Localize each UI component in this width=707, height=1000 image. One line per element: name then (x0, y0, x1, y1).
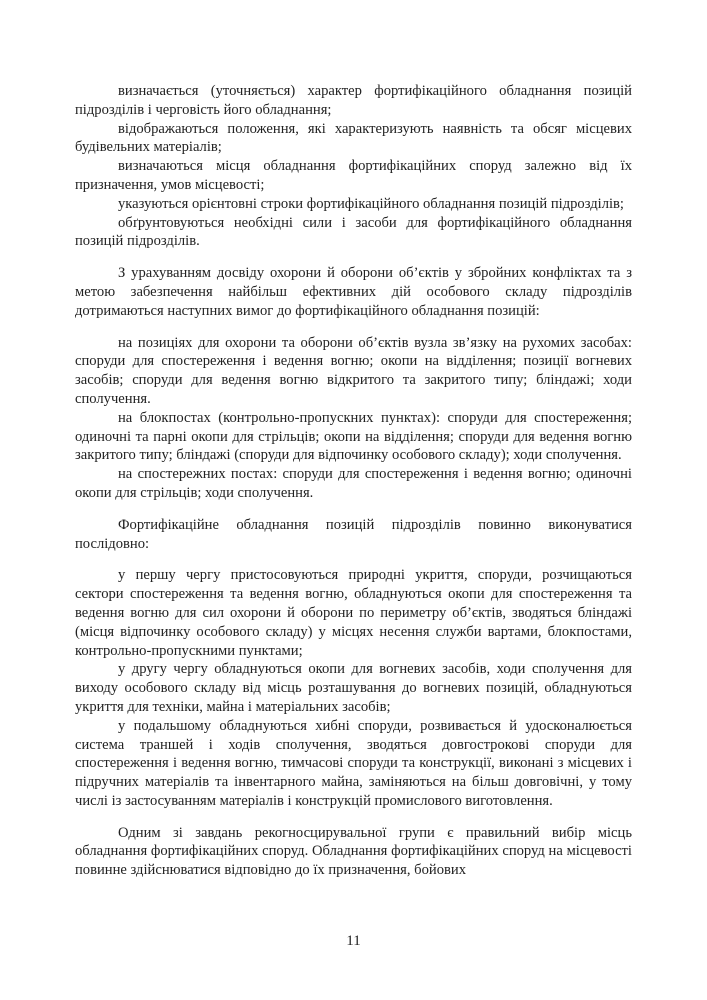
list-item: обґрунтовуються необхідні сили і засоби для фортифікаційного обладнання позицій підрозділів. (75, 214, 632, 250)
list-item: у першу чергу пристосовуються природні укриття, споруди, розчищаються сектори спостереження та ведення вогню, обладнуються окопи для спостереження та ведення вогню для сил охорони й оборони по периметру об’єктів, зводяться бліндажі (місця відпочинку особового складу) у місцях несення служби вартами, блокпостами, контрольно-пропускними пунктами; (75, 567, 632, 659)
list-item: на позиціях для охорони та оборони об’єктів вузла зв’язку на рухомих засобах: споруди для спостереження і ведення вогню; окопи на відділення; позиції вогневих засобів; споруди для ведення вогню відкритого та закритого типу; бліндажі; ходи сполучення. (75, 334, 632, 407)
paragraph: Фортифікаційне обладнання позицій підрозділів повинно виконуватися послідовно: (75, 516, 632, 552)
body-text (75, 82, 632, 880)
list-item: указуються орієнтовні строки фортифікаційного обладнання позицій підрозділів; (118, 195, 624, 212)
paragraph: Одним зі завдань рекогносцирувальної групи є правильний вибір місць обладнання фортифікаційних споруд. Обладнання фортифікаційних споруд на місцевості повинне здійснюватися відповідно до їх призначення, бойових (75, 824, 632, 879)
list-item: відображаються положення, які характеризують наявність та обсяг місцевих будівельних матеріалів; (75, 120, 632, 156)
paragraph: З урахуванням досвіду охорони й оборони об’єктів у збройних конфліктах та з метою забезпечення найбільш ефективних дій особового складу підрозділів дотримаються наступних вимог до фортифікаційного обладнання позицій: (75, 265, 632, 319)
list-item: на блокпостах (контрольно-пропускних пунктах): споруди для спостереження; одиночні та парні окопи для стрільців; окопи на відділення; споруди для ведення вогню закритого типу; бліндажі (споруди для відпочинку особового складу); ходи сполучення. (75, 409, 632, 464)
list-item: у подальшому обладнуються хибні споруди, розвивається й удосконалюється система траншей і ходів сполучення, зводяться довгострокові споруди для спостереження і ведення вогню, тимчасові споруди та конструкції, виконані з місцевих і підручних матеріалів та інвентарного майна, заміняються на більш довговічні, у тому числі із застосуванням матеріалів і конструкцій промислового виготовлення. (75, 717, 632, 809)
page-number: 11 (346, 933, 361, 949)
list-item: визначаються місця обладнання фортифікаційних споруд залежно від їх призначення, умов місцевості; (75, 158, 632, 193)
list-item: визначається (уточняється) характер фортифікаційного обладнання позицій підрозділів і черговість його обладнання; (75, 83, 632, 118)
list-item: на спостережних постах: споруди для спостереження і ведення вогню; одиночні окопи для стрільців; ходи сполучення. (75, 466, 632, 501)
list-item: у другу чергу обладнуються окопи для вогневих засобів, ходи сполучення для виходу особового складу від місць розташування до вогневих позицій, обладнуються укриття для техніки, майна і матеріальних засобів; (75, 661, 632, 715)
